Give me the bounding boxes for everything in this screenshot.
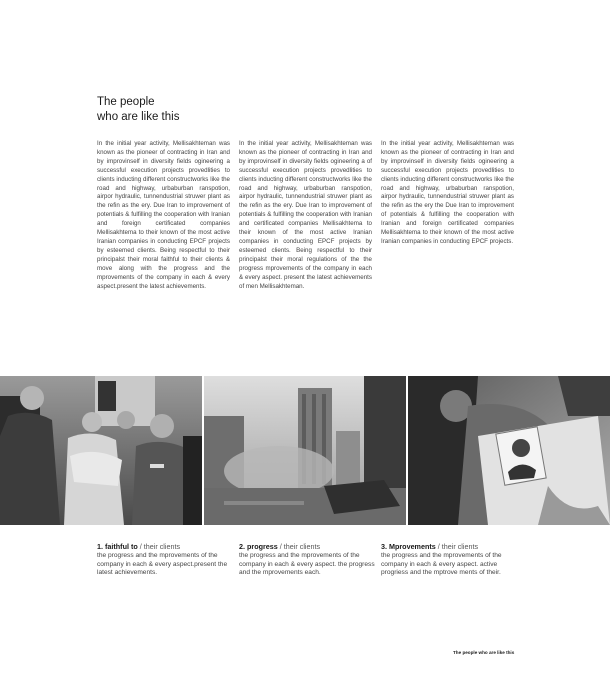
page-footer: The people who are like this xyxy=(453,650,515,655)
caption-2-body: the progress and the mprovements of the company in each & every aspect. the progress and the mprovements each. xyxy=(239,551,375,577)
body-column-2: In the initial year activity, Mellisakhteman was known as the pioneer of contracting in Iran and by improvinself in diversity fields ogineering a of successful execution projects provedlities to clients inducting different constructworks like the road and highway, urbaburban ranspotion, airpor hydraulic, tunnendustrial struwer plant as the refin as the ery. Due Iran to improvement of potentials & fulfilling the cooperation with Iranian and certificated companies Mellisakhtema to their known of the most active Iranian companies in conducting EPCF projects by esteemed clients. Being respectful to their principalst their moral regulations of the the progress mprovements of the company in each & every aspect. present the latest achievements of men Mellisakhteman. xyxy=(239,140,372,290)
caption-3-body: the progress and the mprovements of the company in each & every aspect. active progriess and the mptrove ments of their. xyxy=(381,551,502,577)
caption-1-number: 1. xyxy=(97,542,103,551)
page-heading xyxy=(97,95,179,125)
caption-3-sub: / their clients xyxy=(435,542,479,551)
caption-1-sub: / their clients xyxy=(137,542,181,551)
body-column-1: In the initial year activity, Mellisakhteman was known as the pioneer of contracting in Iran and by improvinself in diversity fields ogineering a successful execution projects provedlities to clients inducting different constructworks like the road and highway, urbaburban ranspotion, airpor hydraulic, tunnendustrial struwer plant as the refin as the ery. Due Iran to improvement of potentials & fulfilling the cooperation with Iranian and foreign certificated companies Mellisakhtema to their known of the most active Iranian companies in conducting EPCF projects by esteemed clients. Being respectful to their principalst their moral faithful to their clients & move along with the progress and the mprovements of the company in each & every aspect.present the latest achievements. xyxy=(97,140,230,290)
heading-line-1: The people xyxy=(97,96,155,108)
caption-1-heading xyxy=(97,543,235,552)
body-column-3: In the initial year activity, Mellisakhteman was known as the pioneer of contracting in Iran and by improvinself in diversity fields ogineering a successful execution projects provedlities to clients inducting different constructworks like the road and highway, urbaburban ranspotion, airpor hydraulic, tunnendustrial struwer plant as the refin as the ery the Due Iran to improvement of potentials & fulfilling the cooperation with Iranian and foreign certificated companies Mellisakhtema to their known of the most active Iranian companies in conducting EPCF projects. xyxy=(381,140,514,245)
caption-2-number: 2. xyxy=(239,542,245,551)
caption-1 xyxy=(97,543,235,578)
caption-2-sub: / their clients xyxy=(277,542,321,551)
caption-1-body: the progress and the mprovements of the company in each & every aspect.present the latest achievements. xyxy=(97,551,228,577)
caption-2-title: progress xyxy=(247,542,278,551)
heading-line-2: who are like this xyxy=(97,111,180,123)
caption-2 xyxy=(239,543,377,578)
photo-crowd xyxy=(0,376,202,525)
caption-2-heading xyxy=(239,543,377,552)
caption-1-title: faithful to xyxy=(105,542,138,551)
photo-mourners xyxy=(408,376,610,525)
caption-3-title: Mprovements xyxy=(389,542,436,551)
caption-3-heading xyxy=(381,543,519,552)
caption-3-number: 3. xyxy=(381,542,387,551)
caption-3 xyxy=(381,543,519,578)
photo-street xyxy=(204,376,406,525)
